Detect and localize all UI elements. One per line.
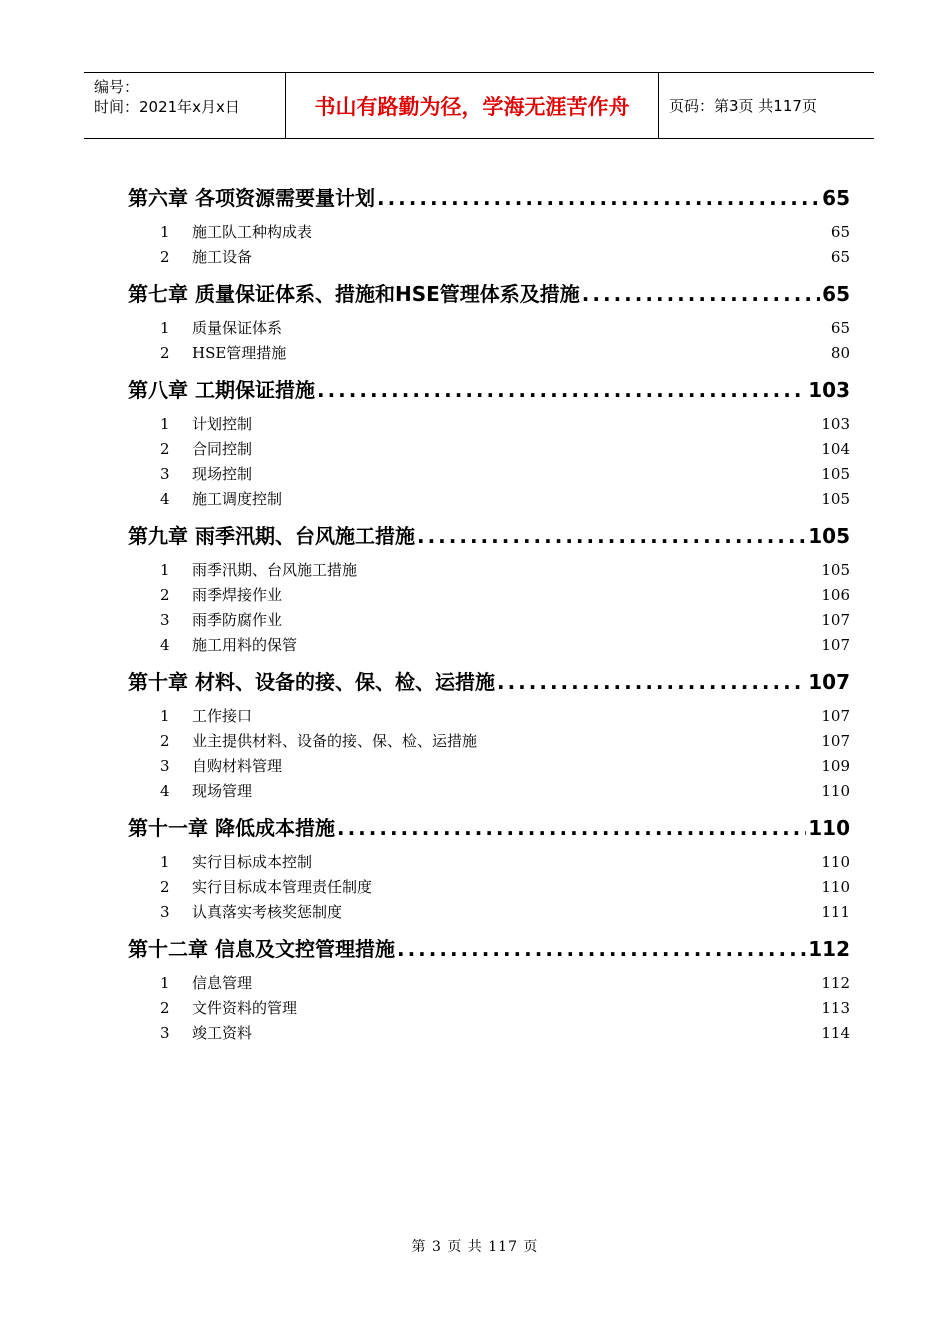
chapter-page-number: 107: [808, 670, 850, 694]
subsection-page-number: 110: [821, 853, 850, 871]
subsection-number: 2: [160, 248, 170, 266]
subsection-title: 施工队工种构成表: [192, 223, 313, 241]
toc-subsection-entry[interactable]: [128, 704, 850, 729]
toc-subsection-list: [128, 969, 850, 1050]
subsection-title: 施工设备: [192, 248, 253, 266]
subsection-page-number: 105: [821, 465, 850, 483]
subsection-page-number: 80: [830, 344, 850, 362]
subsection-title: 质量保证体系: [192, 319, 283, 337]
subsection-title: 认真落实考核奖惩制度: [192, 903, 343, 921]
subsection-number: 1: [160, 974, 170, 992]
toc-subsection-entry[interactable]: [128, 220, 850, 245]
subsection-page-number: 110: [821, 782, 850, 800]
subsection-number: 2: [160, 586, 170, 604]
toc-subsection-entry[interactable]: [128, 633, 850, 658]
toc-subsection-list: [128, 702, 850, 808]
subsection-title: 现场控制: [192, 465, 253, 483]
header-motto: 书山有路勤为径，学海无涯苦作舟: [286, 73, 659, 138]
chapter-page-number: 112: [808, 937, 850, 961]
chapter-page-number: 65: [822, 282, 850, 306]
subsection-page-number: 112: [821, 974, 850, 992]
toc-subsection-entry[interactable]: [128, 779, 850, 804]
dot-leader: [497, 662, 806, 702]
subsection-title: 合同控制: [192, 440, 253, 458]
toc-subsection-entry[interactable]: [128, 245, 850, 270]
subsection-number: 2: [160, 732, 170, 750]
subsection-number: 1: [160, 319, 170, 337]
subsection-number: 3: [160, 465, 170, 483]
subsection-number: 3: [160, 903, 170, 921]
chapter-page-number: 65: [822, 186, 850, 210]
subsection-title: 实行目标成本控制: [192, 853, 313, 871]
toc-subsection-entry[interactable]: [128, 558, 850, 583]
subsection-title: 施工调度控制: [192, 490, 283, 508]
subsection-number: 4: [160, 636, 170, 654]
subsection-title: 业主提供材料、设备的接、保、检、运措施: [192, 732, 478, 750]
toc-subsection-entry[interactable]: [128, 850, 850, 875]
chapter-page-number: 110: [808, 816, 850, 840]
subsection-page-number: 109: [821, 757, 850, 775]
chapter-title: 第十二章 信息及文控管理措施: [128, 937, 395, 961]
toc-subsection-entry[interactable]: [128, 437, 850, 462]
subsection-number: 2: [160, 344, 170, 362]
chapter-title: 第十一章 降低成本措施: [128, 816, 335, 840]
dot-leader: [317, 370, 806, 410]
subsection-title: 施工用料的保管: [192, 636, 298, 654]
subsection-title: HSE管理措施: [192, 344, 287, 362]
subsection-title: 竣工资料: [192, 1024, 253, 1042]
subsection-page-number: 65: [830, 223, 850, 241]
chapter-page-number: 105: [808, 524, 850, 548]
subsection-page-number: 106: [821, 586, 850, 604]
chapter-title: 第九章 雨季汛期、台风施工措施: [128, 524, 415, 548]
subsection-number: 1: [160, 415, 170, 433]
toc-subsection-list: [128, 556, 850, 662]
toc-subsection-list: [128, 218, 850, 274]
toc-chapter-entry[interactable]: [128, 370, 850, 410]
subsection-title: 计划控制: [192, 415, 253, 433]
subsection-number: 1: [160, 707, 170, 725]
subsection-number: 3: [160, 757, 170, 775]
subsection-page-number: 110: [821, 878, 850, 896]
subsection-page-number: 65: [830, 248, 850, 266]
toc-subsection-entry[interactable]: [128, 341, 850, 366]
subsection-number: 2: [160, 878, 170, 896]
toc-chapter-entry[interactable]: [128, 516, 850, 556]
header-page-info: 页码：第3页 共117页: [669, 97, 817, 115]
subsection-number: 2: [160, 999, 170, 1017]
toc-subsection-list: [128, 848, 850, 929]
toc-subsection-entry[interactable]: [128, 487, 850, 512]
header-meta: [84, 73, 286, 138]
subsection-title: 雨季焊接作业: [192, 586, 283, 604]
subsection-page-number: 107: [821, 732, 850, 750]
subsection-page-number: 105: [821, 561, 850, 579]
subsection-number: 4: [160, 490, 170, 508]
toc-subsection-entry[interactable]: [128, 412, 850, 437]
table-of-contents: [128, 178, 850, 1050]
toc-subsection-entry[interactable]: [128, 900, 850, 925]
subsection-page-number: 111: [821, 903, 850, 921]
toc-subsection-entry[interactable]: [128, 608, 850, 633]
chapter-page-number: 103: [808, 378, 850, 402]
subsection-page-number: 107: [821, 611, 850, 629]
toc-subsection-entry[interactable]: [128, 875, 850, 900]
subsection-title: 信息管理: [192, 974, 253, 992]
subsection-page-number: 114: [821, 1024, 850, 1042]
subsection-number: 4: [160, 782, 170, 800]
subsection-title: 自购材料管理: [192, 757, 283, 775]
subsection-number: 3: [160, 611, 170, 629]
subsection-number: 1: [160, 853, 170, 871]
dot-leader: [337, 808, 806, 848]
toc-subsection-entry[interactable]: [128, 996, 850, 1021]
dot-leader: [397, 929, 806, 969]
dot-leader: [582, 274, 820, 314]
page-footer: 第 3 页 共 117 页: [411, 1239, 539, 1255]
subsection-number: 1: [160, 223, 170, 241]
toc-chapter-entry[interactable]: [128, 808, 850, 848]
toc-subsection-entry[interactable]: [128, 583, 850, 608]
subsection-page-number: 103: [821, 415, 850, 433]
subsection-title: 文件资料的管理: [192, 999, 298, 1017]
toc-chapter-entry[interactable]: [128, 929, 850, 969]
subsection-page-number: 107: [821, 636, 850, 654]
toc-subsection-entry[interactable]: [128, 462, 850, 487]
subsection-number: 2: [160, 440, 170, 458]
toc-subsection-entry[interactable]: [128, 316, 850, 341]
subsection-title: 现场管理: [192, 782, 253, 800]
chapter-title: 第十章 材料、设备的接、保、检、运措施: [128, 670, 495, 694]
page-header: [84, 72, 874, 139]
subsection-page-number: 65: [830, 319, 850, 337]
chapter-title: 第七章 质量保证体系、措施和HSE管理体系及措施: [128, 282, 580, 306]
toc-subsection-entry[interactable]: [128, 1021, 850, 1046]
subsection-page-number: 107: [821, 707, 850, 725]
toc-chapter-entry[interactable]: [128, 662, 850, 702]
subsection-title: 雨季汛期、台风施工措施: [192, 561, 358, 579]
subsection-page-number: 113: [821, 999, 850, 1017]
toc-subsection-list: [128, 410, 850, 516]
chapter-title: 第八章 工期保证措施: [128, 378, 315, 402]
subsection-number: 1: [160, 561, 170, 579]
toc-subsection-entry[interactable]: [128, 971, 850, 996]
dot-leader: [377, 178, 820, 218]
dot-leader: [417, 516, 806, 556]
toc-chapter-entry[interactable]: [128, 274, 850, 314]
document-time-label: 时间：2021年x月x日: [94, 98, 240, 116]
chapter-title: 第六章 各项资源需要量计划: [128, 186, 375, 210]
toc-subsection-entry[interactable]: [128, 729, 850, 754]
subsection-title: 实行目标成本管理责任制度: [192, 878, 373, 896]
subsection-page-number: 105: [821, 490, 850, 508]
toc-chapter-entry[interactable]: [128, 178, 850, 218]
toc-subsection-entry[interactable]: [128, 754, 850, 779]
subsection-title: 工作接口: [192, 707, 253, 725]
toc-subsection-list: [128, 314, 850, 370]
subsection-title: 雨季防腐作业: [192, 611, 283, 629]
subsection-page-number: 104: [821, 440, 850, 458]
subsection-number: 3: [160, 1024, 170, 1042]
document-number-label: 编号：: [94, 78, 140, 96]
